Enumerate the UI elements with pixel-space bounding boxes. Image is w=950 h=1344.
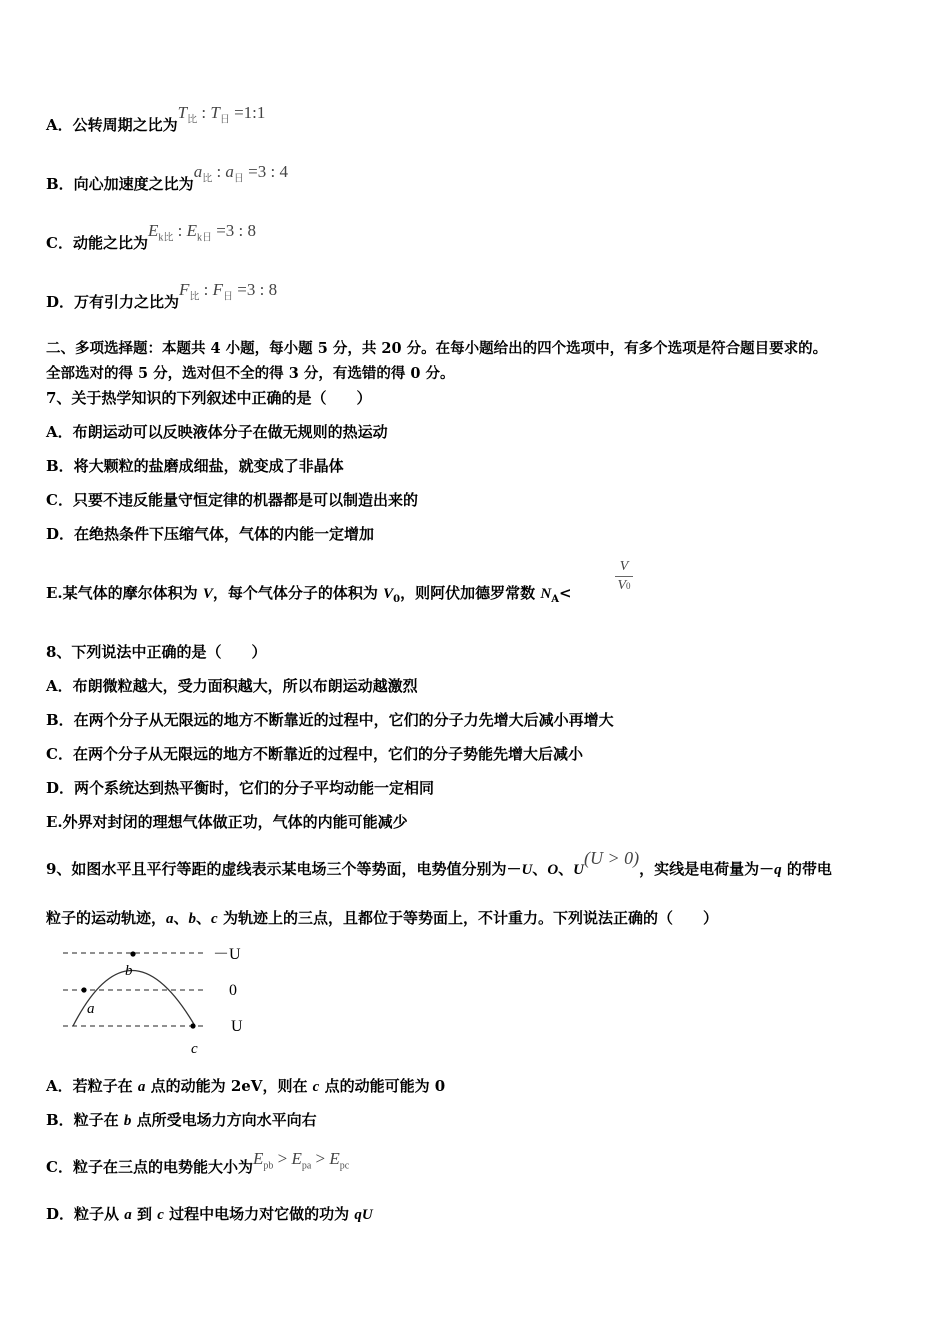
formula: $E_{k比}$ : $E_{k日} =3$ : 8: [147, 221, 257, 244]
particle-trajectory: [73, 971, 195, 1027]
potential-label-mid: 0: [229, 982, 237, 999]
point-c-label: c: [191, 1041, 198, 1057]
point-b-label: b: [125, 963, 133, 979]
point-a-dot: [81, 987, 86, 992]
q7-option-e: E.某气体的摩尔体积为 V，每个气体分子的体积为 $V_0$，则阿伏加德罗常数 $N_A<$: [46, 584, 572, 605]
point-a-label: a: [87, 1001, 95, 1017]
option-text: D．万有引力之比为: [46, 293, 180, 311]
q9-option-a: A．若粒子在 a 点的动能为 2eV，则在 c 点的动能可能为 0: [46, 1077, 446, 1095]
q8-option-c: C．在两个分子从无限远的地方不断靠近的过程中，它们的分子势能先增大后减小: [46, 745, 583, 763]
fraction-v-over-v0: [615, 559, 633, 594]
q9-stem-line1: 9、如图水平且平行等距的虚线表示某电场三个等势面，电势值分别为－U、O、U(U > 0)，实线是电荷量为－q 的带电: [46, 848, 832, 878]
q7-option-b: B．将大颗粒的盐磨成细盐，就变成了非晶体: [46, 457, 344, 475]
option-prev-b: [46, 162, 288, 201]
section-heading-line2: 全部选对的得 5 分，选对但不全的得 3 分，有选错的得 0 分。: [46, 365, 455, 382]
point-c-dot: [190, 1023, 195, 1028]
formula: $T_比$ : $T_日$ =1:1: [177, 103, 266, 126]
potential-label-top: －U: [213, 946, 241, 963]
condition-formula: (U > 0): [584, 848, 640, 868]
energy-formula: $E_{pb} > E_{pa} > E_{pc}$: [252, 1149, 350, 1172]
potential-label-bot: U: [231, 1018, 243, 1035]
q9-stem-line2: 粒子的运动轨迹，a、b、c 为轨迹上的三点，且都位于等势面上，不计重力。下列说法正确的（ ）: [46, 909, 718, 927]
option-text: B．向心加速度之比为: [46, 175, 194, 193]
q7-option-d: D．在绝热条件下压缩气体，气体的内能一定增加: [46, 525, 375, 543]
q9-option-c: C．粒子在三点的电势能大小为$E_{pb} > E_{pa} > E_{pc}$: [46, 1149, 350, 1176]
q7-stem: 7、关于热学知识的下列叙述中正确的是（ ）: [46, 389, 372, 407]
q8-option-b: B．在两个分子从无限远的地方不断靠近的过程中，它们的分子力先增大后减小再增大: [46, 711, 614, 729]
fraction-numerator: V: [619, 559, 629, 574]
q9-option-b: B．粒子在 b 点所受电场力方向水平向右: [46, 1111, 317, 1129]
option-prev-d: [46, 280, 278, 319]
option-text: C．动能之比为: [46, 234, 148, 252]
option-prev-a: [46, 103, 266, 142]
q8-option-e: E.外界对封闭的理想气体做正功，气体的内能可能减少: [46, 813, 408, 831]
option-prev-c: [46, 221, 257, 260]
q7-option-c: C．只要不违反能量守恒定律的机器都是可以制造出来的: [46, 491, 418, 509]
formula: $F_比$ : $F_日 =3$ : 8: [179, 280, 278, 303]
q7-option-a: A．布朗运动可以反映液体分子在做无规则的热运动: [46, 423, 388, 441]
q8-option-a: A．布朗微粒越大，受力面积越大，所以布朗运动越激烈: [46, 677, 418, 695]
point-b-dot: [130, 951, 135, 956]
q8-option-d: D．两个系统达到热平衡时，它们的分子平均动能一定相同: [46, 779, 435, 797]
q8-stem: 8、下列说法中正确的是（ ）: [46, 643, 267, 661]
option-text: A．公转周期之比为: [46, 116, 178, 134]
fraction-bar: [615, 576, 633, 577]
formula: $a_比$ : $a_日 =3$ : 4: [193, 162, 288, 185]
section-heading-line1: 二、多项选择题：本题共 4 小题，每小题 5 分，共 20 分。在每小题给出的四个选项中，有多个选项是符合题目要求的。: [46, 340, 828, 357]
fraction-denominator: V0: [617, 578, 631, 593]
equipotential-figure: [55, 940, 265, 1060]
q9-option-d: D．粒子从 a 到 c 过程中电场力对它做的功为 qU: [46, 1205, 373, 1223]
